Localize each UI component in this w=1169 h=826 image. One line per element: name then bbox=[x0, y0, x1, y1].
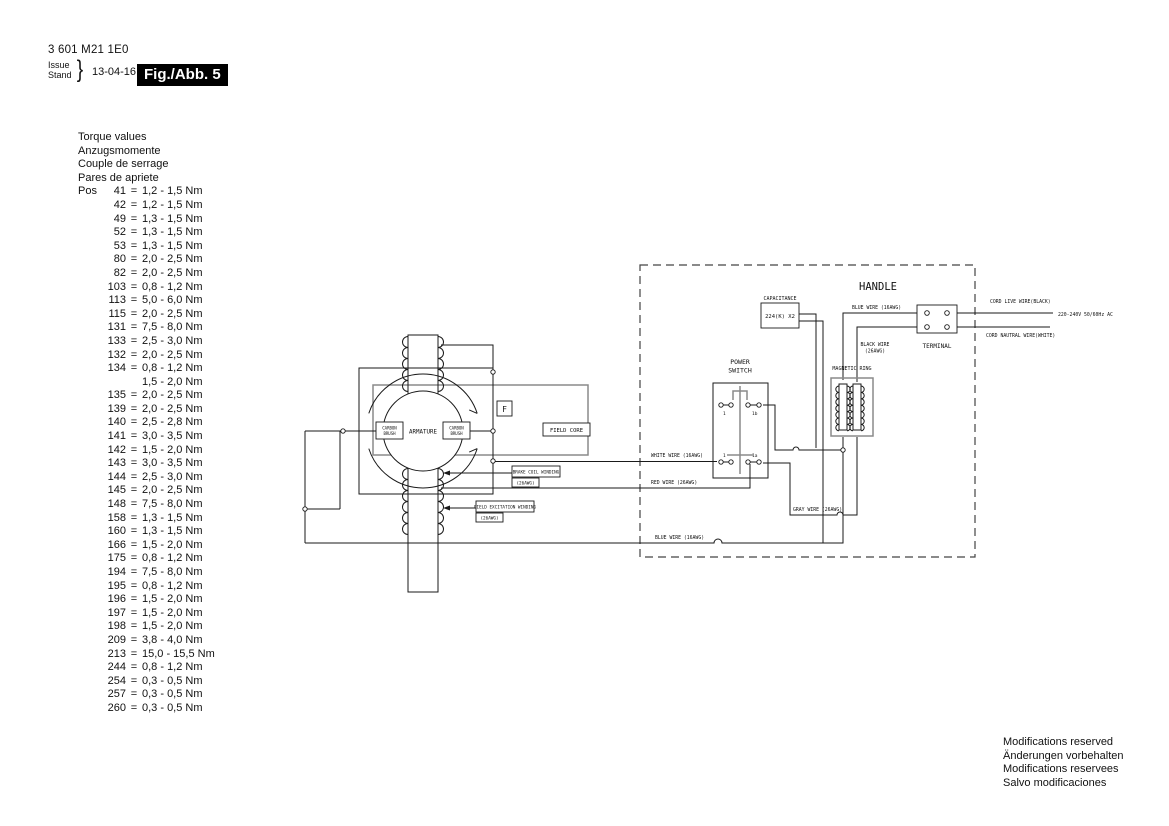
torque-eq-sign: = bbox=[130, 294, 138, 307]
carbon-brush-left-label1: CARBON bbox=[382, 425, 397, 431]
field-excitation-label: FIELD EXCITATION WINDING bbox=[473, 505, 537, 511]
torque-pos-number: 244 bbox=[107, 661, 126, 674]
torque-eq-sign: = bbox=[130, 620, 138, 633]
torque-eq-sign: = bbox=[130, 688, 138, 701]
torque-pos-number: 144 bbox=[107, 470, 126, 483]
torque-eq-sign: = bbox=[130, 226, 138, 239]
torque-header-line: Anzugsmomente bbox=[78, 144, 161, 157]
terminal-box bbox=[917, 305, 957, 333]
gray-wire-label: GRAY WIRE (26AWG) bbox=[793, 508, 843, 513]
switch-terminal bbox=[757, 460, 761, 464]
black-wire-label1: BLACK WIRE bbox=[860, 343, 890, 348]
torque-value: 1,2 - 1,5 Nm bbox=[142, 185, 203, 198]
white-wire-label: WHITE WIRE (16AWG) bbox=[651, 454, 703, 459]
black-wire-label2: (26AWG) bbox=[864, 349, 886, 355]
torque-eq-sign: = bbox=[130, 389, 138, 402]
torque-value: 7,5 - 8,0 Nm bbox=[142, 321, 203, 334]
torque-value: 0,8 - 1,2 Nm bbox=[142, 552, 203, 565]
torque-header-line: Torque values bbox=[78, 131, 147, 143]
torque-eq-sign: = bbox=[130, 470, 138, 483]
field-excitation-awg-label: (26AWG) bbox=[480, 516, 499, 522]
torque-pos-number: 143 bbox=[107, 457, 126, 470]
issue-date: 13-04-16 bbox=[92, 66, 137, 78]
junction-node bbox=[303, 507, 307, 511]
torque-pos-number: 196 bbox=[107, 593, 126, 606]
terminal-label: TERMINAL bbox=[922, 343, 952, 350]
torque-eq-sign: = bbox=[130, 321, 138, 334]
torque-value: 0,3 - 0,5 Nm bbox=[142, 701, 203, 714]
torque-eq-sign: = bbox=[130, 579, 138, 592]
torque-pos-number: 52 bbox=[113, 226, 126, 239]
cord-wires bbox=[957, 313, 1053, 327]
carbon-brush-left-label2: BRUSH bbox=[383, 431, 396, 436]
terminal-contact bbox=[925, 325, 930, 330]
torque-value: 0,8 - 1,2 Nm bbox=[142, 661, 203, 674]
torque-value: 1,5 - 2,0 Nm bbox=[142, 443, 203, 456]
torque-pos-number: 254 bbox=[107, 674, 126, 687]
torque-pos-number: 158 bbox=[107, 511, 126, 524]
voltage-label: 220-240V 50/60Hz AC bbox=[1058, 313, 1113, 318]
torque-value: 0,8 - 1,2 Nm bbox=[142, 579, 203, 592]
switch-terminal-label: 1b bbox=[752, 412, 758, 417]
torque-pos-number: 197 bbox=[107, 606, 126, 619]
handle-label: HANDLE bbox=[859, 281, 897, 293]
torque-value: 2,0 - 2,5 Nm bbox=[142, 484, 203, 497]
torque-pos-number: 115 bbox=[108, 307, 126, 320]
field-core-label: FIELD CORE bbox=[549, 428, 584, 434]
reservation-line: Salvo modificaciones bbox=[1003, 776, 1107, 789]
power-switch bbox=[713, 358, 768, 478]
capacitor bbox=[761, 296, 799, 328]
carbon-brush-right-label2: BRUSH bbox=[450, 431, 463, 436]
brace-glyph: } bbox=[76, 56, 84, 83]
torque-pos-number: 142 bbox=[107, 443, 126, 456]
junction-node bbox=[491, 459, 495, 463]
torque-value: 2,0 - 2,5 Nm bbox=[142, 266, 203, 279]
switch-terminal bbox=[719, 403, 723, 407]
terminal-contact bbox=[945, 311, 950, 316]
torque-value: 7,5 - 8,0 Nm bbox=[142, 566, 203, 578]
torque-eq-sign: = bbox=[130, 307, 138, 320]
stand-label: Stand bbox=[48, 70, 72, 80]
reservation-line: Modifications reservees bbox=[1003, 763, 1119, 775]
torque-eq-sign: = bbox=[130, 593, 138, 606]
reservation-line: Änderungen vorbehalten bbox=[1003, 749, 1124, 762]
torque-value: 1,3 - 1,5 Nm bbox=[142, 212, 203, 225]
torque-value: 2,0 - 2,5 Nm bbox=[142, 348, 203, 361]
torque-pos-number: 166 bbox=[107, 538, 126, 551]
f-box-label: F bbox=[502, 405, 507, 414]
torque-value: 1,5 - 2,0 Nm bbox=[142, 606, 203, 619]
torque-eq-sign: = bbox=[130, 185, 138, 198]
torque-pos-number: 49 bbox=[113, 212, 126, 225]
switch-terminal bbox=[729, 460, 733, 464]
switch-terminal bbox=[729, 403, 733, 407]
torque-pos-number: 80 bbox=[113, 253, 126, 266]
torque-pos-number: 41 bbox=[113, 185, 126, 198]
motor-assembly bbox=[305, 335, 590, 592]
red-wire bbox=[441, 464, 750, 488]
torque-value: 0,3 - 0,5 Nm bbox=[142, 688, 203, 701]
torque-value: 7,5 - 8,0 Nm bbox=[142, 498, 203, 511]
torque-value: 1,5 - 2,0 Nm bbox=[142, 375, 203, 388]
torque-value: 2,0 - 2,5 Nm bbox=[142, 402, 203, 415]
torque-value: 3,0 - 3,5 Nm bbox=[142, 430, 203, 443]
carbon-brush-right-label1: CARBON bbox=[449, 425, 464, 431]
switch-terminal bbox=[746, 460, 750, 464]
top-coil-left bbox=[403, 337, 408, 392]
torque-eq-sign: = bbox=[130, 647, 138, 660]
bottom-coil-left bbox=[403, 469, 408, 535]
black-wire bbox=[857, 327, 917, 382]
torque-value: 1,3 - 1,5 Nm bbox=[142, 239, 203, 252]
terminal-contact bbox=[925, 311, 930, 316]
torque-eq-sign: = bbox=[130, 511, 138, 524]
torque-value: 2,0 - 2,5 Nm bbox=[142, 389, 203, 402]
torque-pos-number: 145 bbox=[107, 484, 126, 497]
torque-eq-sign: = bbox=[130, 280, 138, 293]
junction-node bbox=[841, 448, 845, 452]
torque-value: 0,3 - 0,5 Nm bbox=[142, 674, 203, 687]
torque-eq-sign: = bbox=[130, 484, 138, 497]
part-number: 3 601 M21 1E0 bbox=[48, 44, 129, 56]
torque-pos-number: 42 bbox=[113, 198, 126, 211]
torque-pos-number: 195 bbox=[107, 579, 126, 592]
torque-value: 5,0 - 6,0 Nm bbox=[142, 294, 203, 307]
torque-pos-number: 132 bbox=[107, 348, 126, 361]
armature-label: ARMATURE bbox=[409, 429, 437, 436]
switch-terminal-label: 1 bbox=[723, 454, 726, 459]
torque-header-line: Pares de apriete bbox=[78, 171, 159, 184]
torque-pos-number: 257 bbox=[107, 688, 126, 701]
torque-value: 2,0 - 2,5 Nm bbox=[142, 307, 203, 320]
blue-wire-bottom-label: BLUE WIRE (16AWG) bbox=[655, 536, 705, 541]
torque-pos-number: 131 bbox=[107, 321, 126, 334]
switch-terminal-label: 1a bbox=[752, 454, 758, 459]
torque-eq-sign: = bbox=[130, 606, 138, 619]
blue-wire-bottom bbox=[305, 452, 843, 543]
cord-live-label: CORD LIVE WIRE(BLACK) bbox=[990, 300, 1051, 305]
magnetic-ring bbox=[831, 366, 873, 436]
switch-terminal-label: 1 bbox=[723, 412, 726, 417]
torque-value: 1,3 - 1,5 Nm bbox=[142, 525, 203, 538]
torque-eq-sign: = bbox=[130, 674, 138, 687]
torque-pos-number: 148 bbox=[107, 498, 126, 511]
switch-terminal bbox=[746, 403, 750, 407]
torque-eq-sign: = bbox=[130, 348, 138, 361]
torque-header-line: Couple de serrage bbox=[78, 158, 169, 171]
torque-eq-sign: = bbox=[130, 552, 138, 565]
terminal-contact bbox=[945, 325, 950, 330]
torque-value: 2,5 - 3,0 Nm bbox=[142, 470, 203, 483]
torque-value: 0,8 - 1,2 Nm bbox=[142, 362, 203, 375]
issue-label: Issue bbox=[48, 60, 70, 70]
brake-coil-awg-label: (26AWG) bbox=[516, 481, 535, 487]
brake-coil-arrow bbox=[443, 471, 450, 476]
switch-terminal bbox=[757, 403, 761, 407]
reservation-line: Modifications reserved bbox=[1003, 736, 1114, 748]
field-excitation-arrow bbox=[443, 506, 450, 511]
red-wire-label: RED WIRE (26AWG) bbox=[651, 481, 698, 486]
torque-pos-number: 209 bbox=[107, 633, 126, 646]
torque-pos-number: 213 bbox=[107, 647, 126, 660]
junction-node bbox=[341, 429, 345, 433]
torque-pos-number: 103 bbox=[107, 280, 126, 293]
blue-wire-top-label: BLUE WIRE (16AWG) bbox=[852, 306, 902, 311]
torque-pos-number: 175 bbox=[107, 552, 126, 565]
power-switch-label2: SWITCH bbox=[728, 366, 752, 375]
torque-value: 1,3 - 1,5 Nm bbox=[142, 226, 203, 239]
torque-pos-prefix: Pos bbox=[78, 185, 97, 198]
torque-eq-sign: = bbox=[130, 212, 138, 225]
bottom-coil-right bbox=[438, 469, 444, 535]
magnetic-ring-label: MAGNETIC RING bbox=[832, 366, 872, 372]
torque-value: 2,0 - 2,5 Nm bbox=[142, 253, 203, 266]
junction-node bbox=[491, 429, 495, 433]
torque-value: 1,2 - 1,5 Nm bbox=[142, 198, 203, 211]
torque-value: 2,5 - 2,8 Nm bbox=[142, 416, 203, 429]
torque-eq-sign: = bbox=[130, 498, 138, 511]
torque-value: 1,5 - 2,0 Nm bbox=[142, 593, 203, 606]
torque-eq-sign: = bbox=[130, 633, 138, 646]
torque-value: 2,5 - 3,0 Nm bbox=[142, 334, 203, 347]
switch-to-ring-wire bbox=[763, 405, 841, 450]
torque-eq-sign: = bbox=[130, 457, 138, 470]
torque-eq-sign: = bbox=[130, 198, 138, 211]
torque-eq-sign: = bbox=[130, 416, 138, 429]
torque-eq-sign: = bbox=[130, 334, 138, 347]
switch-terminal bbox=[719, 460, 723, 464]
torque-eq-sign: = bbox=[130, 525, 138, 538]
torque-pos-number: 194 bbox=[107, 566, 126, 578]
torque-eq-sign: = bbox=[130, 566, 138, 578]
torque-pos-number: 139 bbox=[107, 402, 126, 415]
torque-pos-number: 198 bbox=[107, 620, 126, 633]
torque-pos-number: 260 bbox=[107, 701, 126, 714]
terminal-block bbox=[917, 305, 957, 350]
torque-pos-number: 140 bbox=[107, 416, 126, 429]
torque-pos-number: 141 bbox=[107, 430, 126, 443]
torque-value: 15,0 - 15,5 Nm bbox=[142, 647, 215, 660]
torque-pos-number: 134 bbox=[107, 362, 126, 375]
torque-eq-sign: = bbox=[130, 430, 138, 443]
torque-pos-number: 113 bbox=[108, 294, 126, 307]
torque-pos-number: 160 bbox=[107, 525, 126, 538]
torque-eq-sign: = bbox=[130, 239, 138, 252]
junction-node bbox=[491, 370, 495, 374]
torque-eq-sign: = bbox=[130, 402, 138, 415]
capacitance-value: 224(K) X2 bbox=[765, 314, 795, 320]
ring-winding-left bbox=[839, 384, 847, 430]
torque-eq-sign: = bbox=[130, 362, 138, 375]
torque-pos-number: 53 bbox=[113, 239, 126, 252]
torque-eq-sign: = bbox=[130, 253, 138, 266]
torque-value: 1,5 - 2,0 Nm bbox=[142, 538, 203, 551]
torque-pos-number: 135 bbox=[107, 389, 126, 402]
torque-eq-sign: = bbox=[130, 443, 138, 456]
brake-coil-label: BRAKE COIL WINDING bbox=[512, 470, 560, 476]
torque-pos-number: 82 bbox=[113, 266, 126, 279]
torque-eq-sign: = bbox=[130, 701, 138, 714]
torque-pos-number: 133 bbox=[107, 334, 126, 347]
capacitance-title: CAPACITANCE bbox=[763, 296, 797, 302]
torque-value: 1,5 - 2,0 Nm bbox=[142, 620, 203, 633]
power-switch-label1: POWER bbox=[730, 358, 750, 366]
cord-neutral-label: CORD NAUTRAL WIRE(WHITE) bbox=[986, 334, 1056, 339]
torque-value: 3,8 - 4,0 Nm bbox=[142, 633, 203, 646]
torque-value: 3,0 - 3,5 Nm bbox=[142, 457, 203, 470]
torque-value: 1,3 - 1,5 Nm bbox=[142, 511, 203, 524]
torque-eq-sign: = bbox=[130, 661, 138, 674]
torque-value: 0,8 - 1,2 Nm bbox=[142, 280, 203, 293]
ring-winding-right bbox=[853, 384, 861, 430]
torque-eq-sign: = bbox=[130, 266, 138, 279]
figure-label-badge: Fig./Abb. 5 bbox=[137, 64, 228, 86]
torque-eq-sign: = bbox=[130, 538, 138, 551]
